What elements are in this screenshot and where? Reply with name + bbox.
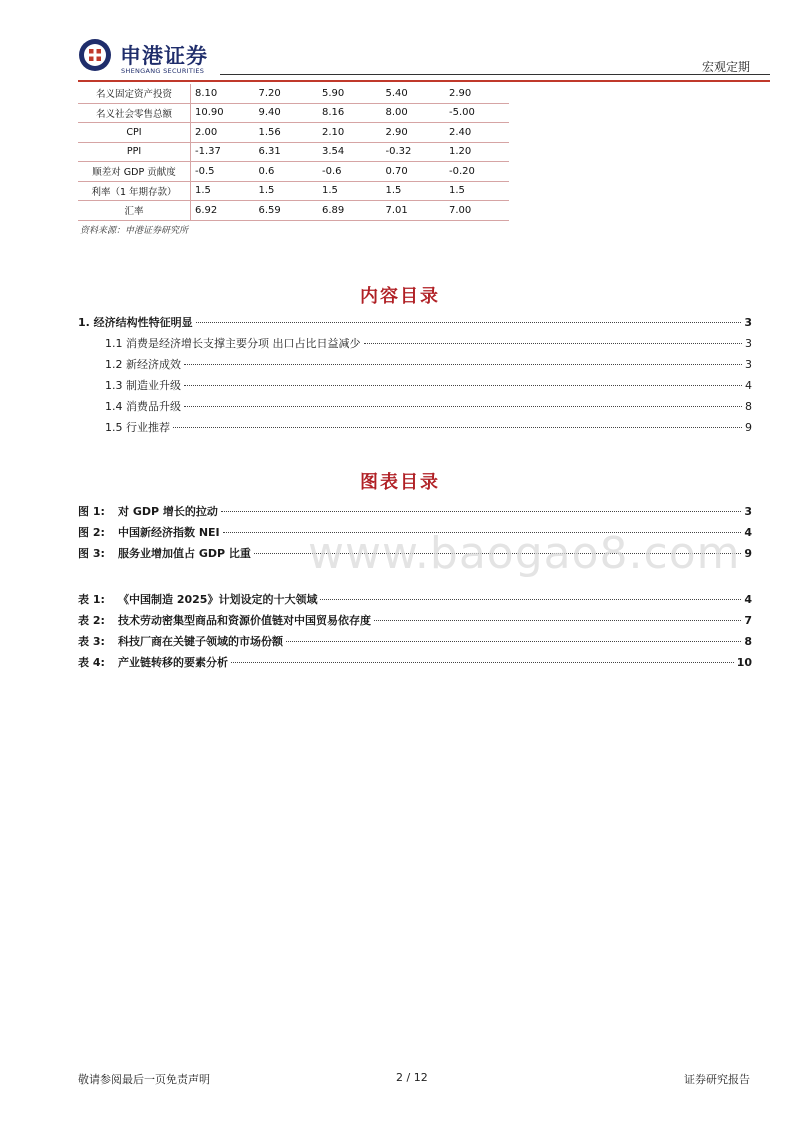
table-cell: 10.90 — [191, 103, 255, 123]
toc-entry-text: 1.2 新经济成效 — [105, 358, 181, 371]
toc-page-number: 8 — [745, 400, 752, 413]
toc-entry[interactable] — [78, 314, 752, 330]
table-row — [78, 181, 509, 201]
toc-leader-dots — [374, 620, 741, 621]
table-cell: 7.01 — [382, 201, 446, 221]
table-cell: 9.40 — [255, 103, 319, 123]
toc-entry-label: 图 1: — [78, 505, 105, 518]
toc-entry-text: 1. 经济结构性特征明显 — [78, 316, 193, 329]
toc-page-number: 3 — [744, 316, 752, 329]
table-row — [78, 84, 509, 103]
table-source: 资料来源：申港证券研究所 — [80, 226, 189, 236]
table-row — [78, 103, 509, 123]
table-cell: -0.32 — [382, 142, 446, 162]
table-cell: 1.5 — [191, 181, 255, 201]
toc-entry[interactable] — [78, 503, 752, 519]
toc-page-number: 9 — [745, 421, 752, 434]
table-cell: 6.31 — [255, 142, 319, 162]
toc-entry[interactable] — [78, 356, 752, 372]
toc-leader-dots — [286, 641, 741, 642]
row-label: CPI — [78, 123, 191, 143]
header-divider — [220, 74, 770, 75]
toc-entry[interactable] — [78, 335, 752, 351]
table-row — [78, 162, 509, 182]
toc-entry[interactable] — [78, 612, 752, 628]
toc-entry-text: 对 GDP 增长的拉动 — [118, 505, 218, 518]
table-cell: -5.00 — [445, 103, 509, 123]
table-cell: -0.6 — [318, 162, 382, 182]
row-label: 名义社会零售总额 — [78, 103, 191, 123]
table-cell: -0.20 — [445, 162, 509, 182]
toc-entry-label: 表 1: — [78, 593, 105, 606]
toc-page-number: 4 — [745, 379, 752, 392]
toc-page-number: 4 — [744, 526, 752, 539]
table-cell: 6.92 — [191, 201, 255, 221]
toc-page-number: 9 — [744, 547, 752, 560]
toc-entry[interactable] — [78, 377, 752, 393]
toc-entry[interactable] — [78, 633, 752, 649]
toc-page-number: 3 — [745, 337, 752, 350]
table-cell: 1.56 — [255, 123, 319, 143]
toc-leader-dots — [364, 343, 743, 344]
toc-entry-text: 科技厂商在关键子领域的市场份额 — [118, 635, 283, 648]
table-cell: 1.5 — [382, 181, 446, 201]
toc-page-number: 7 — [744, 614, 752, 627]
toc-entry-text: 1.5 行业推荐 — [105, 421, 170, 434]
header-accent-line — [78, 80, 770, 82]
toc-leader-dots — [320, 599, 741, 600]
toc-entry-label: 表 2: — [78, 614, 105, 627]
table-cell: 0.70 — [382, 162, 446, 182]
row-label: 汇率 — [78, 201, 191, 221]
toc-entry-text: 《中国制造 2025》计划设定的十大领域 — [118, 593, 318, 606]
toc-entry-text: 1.4 消费品升级 — [105, 400, 181, 413]
footer-report-type: 证券研究报告 — [684, 1073, 750, 1086]
toc-entry-label: 表 3: — [78, 635, 105, 648]
toc-page-number: 10 — [736, 656, 752, 669]
table-row — [78, 201, 509, 221]
table-cell: 0.6 — [255, 162, 319, 182]
toc-leader-dots — [231, 662, 734, 663]
toc-leader-dots — [173, 427, 742, 428]
toc-title: 内容目录 — [360, 286, 440, 307]
toc-page-number: 4 — [744, 593, 752, 606]
report-category: 宏观定期 — [701, 60, 750, 74]
row-label: 名义固定资产投资 — [78, 84, 191, 103]
table-row — [78, 142, 509, 162]
toc-entry[interactable] — [78, 419, 752, 435]
table-cell: 8.16 — [318, 103, 382, 123]
toc-entry[interactable] — [78, 398, 752, 414]
figtoc-title: 图表目录 — [360, 472, 440, 493]
toc-page-number: 3 — [744, 505, 752, 518]
toc-entry-text: 产业链转移的要素分析 — [118, 656, 228, 669]
row-label: PPI — [78, 142, 191, 162]
toc-entry-label: 图 3: — [78, 547, 105, 560]
table-cell: 1.5 — [445, 181, 509, 201]
table-cell: 1.5 — [318, 181, 382, 201]
company-logo-icon — [78, 38, 112, 72]
toc-leader-dots — [184, 385, 742, 386]
table-cell: 5.90 — [318, 84, 382, 103]
table-cell: 1.20 — [445, 142, 509, 162]
brand-name-cn: 申港证券 — [120, 44, 208, 68]
toc-leader-dots — [196, 322, 742, 323]
toc-entry[interactable] — [78, 591, 752, 607]
row-label: 利率（1 年期存款） — [78, 181, 191, 201]
table-cell: 2.40 — [445, 123, 509, 143]
toc-leader-dots — [184, 406, 742, 407]
toc-entry-text: 中国新经济指数 NEI — [118, 526, 220, 539]
table-cell: 8.00 — [382, 103, 446, 123]
table-cell: -0.5 — [191, 162, 255, 182]
table-cell: 6.59 — [255, 201, 319, 221]
table-row — [78, 123, 509, 143]
brand-name-en: SHENGANG SECURITIES — [121, 67, 205, 75]
toc-entry-text: 1.1 消费是经济增长支撑主要分项 出口占比日益减少 — [105, 337, 361, 350]
table-cell: -1.37 — [191, 142, 255, 162]
footer-disclaimer: 敬请参阅最后一页免责声明 — [78, 1073, 210, 1086]
toc-entry[interactable] — [78, 654, 752, 670]
toc-leader-dots — [221, 511, 741, 512]
table-cell: 8.10 — [191, 84, 255, 103]
toc-entry-label: 表 4: — [78, 656, 105, 669]
toc-entry-label: 图 2: — [78, 526, 105, 539]
table-cell: 1.5 — [255, 181, 319, 201]
row-label: 顺差对 GDP 贡献度 — [78, 162, 191, 182]
table-cell: 5.40 — [382, 84, 446, 103]
table-cell: 7.20 — [255, 84, 319, 103]
toc-page-number: 3 — [745, 358, 752, 371]
table-cell: 2.90 — [445, 84, 509, 103]
toc-entry-text: 服务业增加值占 GDP 比重 — [118, 547, 251, 560]
watermark: www.baogao8.com — [308, 528, 741, 579]
toc-entry-text: 技术劳动密集型商品和资源价值链对中国贸易依存度 — [118, 614, 371, 627]
table-cell: 2.00 — [191, 123, 255, 143]
toc-entry-text: 1.3 制造业升级 — [105, 379, 181, 392]
table-cell: 7.00 — [445, 201, 509, 221]
table-cell: 6.89 — [318, 201, 382, 221]
toc-page-number: 8 — [744, 635, 752, 648]
table-cell: 2.90 — [382, 123, 446, 143]
table-cell: 3.54 — [318, 142, 382, 162]
table-cell: 2.10 — [318, 123, 382, 143]
forecast-table — [78, 84, 509, 221]
toc-leader-dots — [184, 364, 742, 365]
page-number: 2 / 12 — [396, 1071, 428, 1084]
